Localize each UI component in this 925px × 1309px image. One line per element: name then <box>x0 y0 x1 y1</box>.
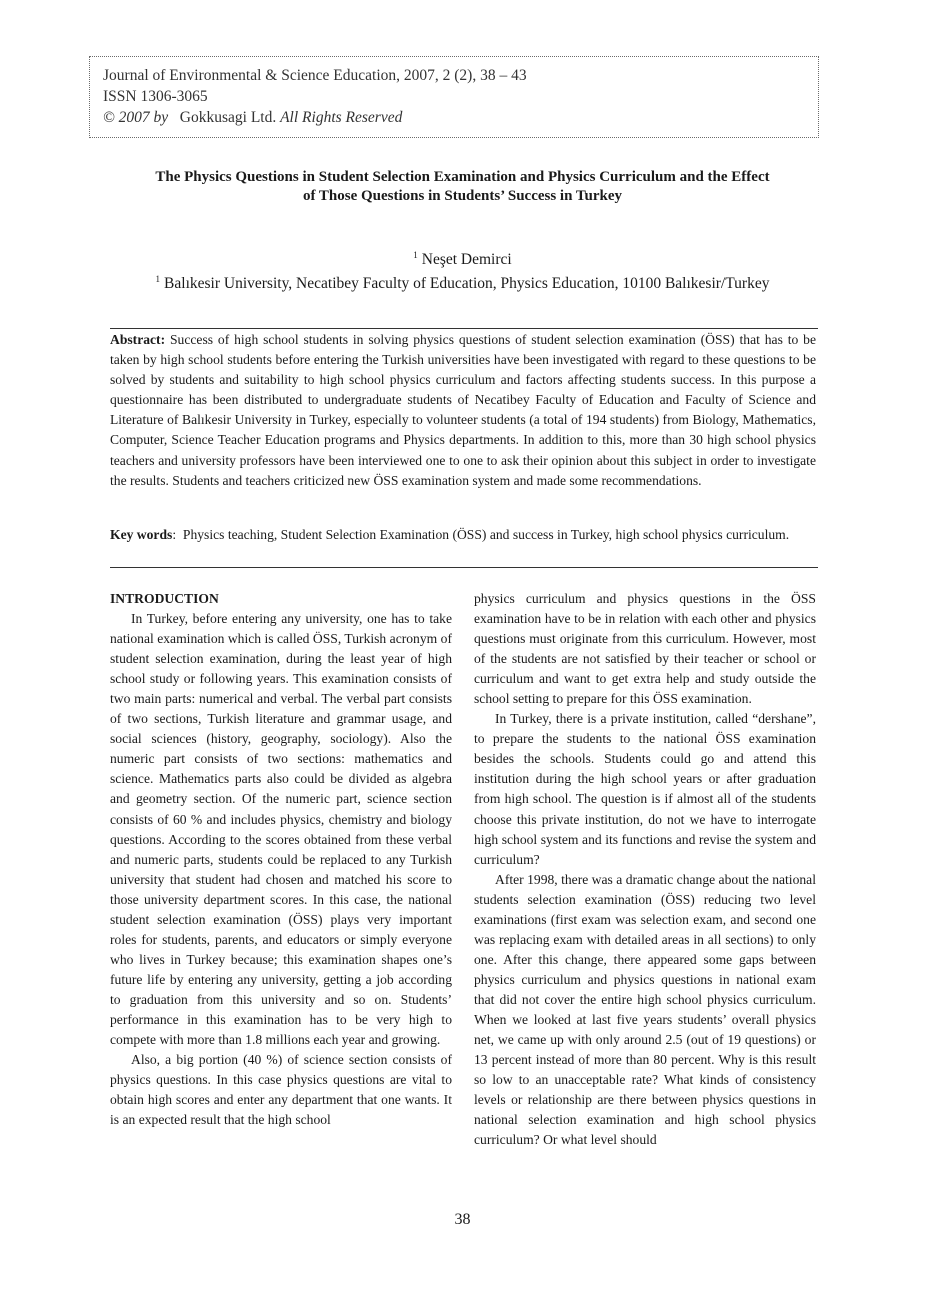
abstract-block <box>110 330 816 491</box>
journal-citation: Journal of Environmental & Science Education, 2007, 2 (2), 38 – 43 <box>103 67 527 84</box>
rights-reserved: All Rights Reserved <box>280 109 403 126</box>
author-name: Neşet Demirci <box>421 251 512 268</box>
copyright-prefix: © 2007 by <box>103 109 169 126</box>
keywords-bottom-rule <box>110 567 818 568</box>
paper-title-line1: The Physics Questions in Student Selection Examination and Physics Curriculum and the Effect <box>155 169 770 185</box>
right-column <box>474 589 816 1150</box>
keywords-block: Key words: Physics teaching, Student Selection Examination (ÖSS) and success in Turkey, high school physics curriculum. <box>110 527 790 542</box>
affiliation-line <box>0 269 925 294</box>
journal-issn: ISSN 1306-3065 <box>103 88 208 105</box>
body-paragraph: Also, a big portion (40 %) of science section consists of physics questions. In this case physics questions are vital to obtain high scores and enter any department that one wants. It is an expected result that the high school <box>110 1052 452 1128</box>
left-column <box>110 589 452 1130</box>
keywords-text: Physics teaching, Student Selection Examination (ÖSS) and success in Turkey, high school physics curriculum. <box>182 527 790 542</box>
paper-title-line2: of Those Questions in Students’ Success in Turkey <box>302 188 623 204</box>
abstract-label: Abstract: <box>110 332 166 347</box>
body-paragraph: After 1998, there was a dramatic change about the national students selection examination (ÖSS) reducing two level examinations (first exam was selection exam, and second one was replacing exam with detailed areas in all sections) to only one. After this change, there appeared some gaps between physics curriculum and physics questions in national exam that did not cover the entire high school physics curriculum. When we looked at last five years students’ overall physics net, we came up with only around 2.5 (out of 19 questions) or 13 percent instead of more than 80 percent. Why is this result so low to an unacceptable rate? What kinds of consistency levels or relationship are there between physics questions in national selection examination and high school physics curriculum? Or what level should <box>474 871 816 1148</box>
body-paragraph: physics curriculum and physics questions in the ÖSS examination have to be in relation with each other and physics questions must originate from this curriculum. However, most of the students are not satisfied by their teacher or school or curriculum and want to get extra help and study outside the school setting to prepare for this ÖSS examination. <box>474 591 816 707</box>
page-number: 38 <box>454 1211 471 1228</box>
abstract-top-rule <box>110 328 818 329</box>
journal-copyright <box>103 107 818 128</box>
journal-header-box <box>89 56 819 138</box>
affiliation-marker: 1 <box>155 274 161 284</box>
author-line <box>0 245 925 270</box>
abstract-text: Success of high school students in solving physics questions of student selection examination (ÖSS) that has to be taken by high school students before entering the Turkish universities have been investigated with regard to these questions to be solved by students and suitability to high school physics curriculum and factors affecting students success. In this purpose a questionnaire has been distributed to undergraduate students of Necatibey Faculty of Education and Faculty of Science and Literature of Balıkesir University in Turkey, especially to volunteer students (a total of 194 students) from Biology, Mathematics, Computer, Science Teacher Education programs and Physics departments. In addition to this, more than 30 high school physics teachers and university professors have been interviewed one to one to ask their opinion about this subject in order to investigate the results. Students and teachers criticized new ÖSS examination system and made some recommendations. <box>110 332 817 488</box>
publisher-name: Gokkusagi Ltd. <box>179 109 277 126</box>
paper-title <box>100 168 825 206</box>
affiliation-text: Balıkesir University, Necatibey Faculty of Education, Physics Education, 10100 Balıkesir/Turkey <box>164 275 770 292</box>
author-marker: 1 <box>413 250 418 260</box>
keywords-label: Key words <box>110 527 173 542</box>
section-heading-introduction: INTRODUCTION <box>110 591 219 606</box>
body-paragraph: In Turkey, before entering any university, one has to take national examination which is called ÖSS, Turkish acronym of student selection examination, during the least year of high school study or following years. This examination consists of two main parts: numerical and verbal. The verbal part consists of two sections, Turkish literature and grammar usage, and social sciences (history, geography, sociology). Also the numeric part consists of two sections: mathematics and science. Mathematics parts also could be divided as algebra and geometry section. Of the numeric part, science section consists of 60 % and includes physics, chemistry and biology questions. According to the scores obtained from these verbal and numeric parts, students could be replaced to any Turkish university that student had chosen and matched his score to those university department scores. In this case, the national student selection examination (ÖSS) plays very important roles for students, parents, and educators or simply everyone who lives in Turkey because; this examination shapes one’s future life by entering any university, getting a job according to graduation from this university and so on. Students’ performance in this examination has to be very high to compete with more than 1.8 millions each year and growing. <box>110 611 452 1048</box>
body-paragraph: In Turkey, there is a private institution, called “dershane”, to prepare the students to the national ÖSS examination besides the schools. Students could go and attend this institution during the high school years or after graduation from high school. The question is if almost all of the students choose this private institution, do not we have to interrogate high school system and its functions and revise the system and curriculum? <box>474 711 816 867</box>
